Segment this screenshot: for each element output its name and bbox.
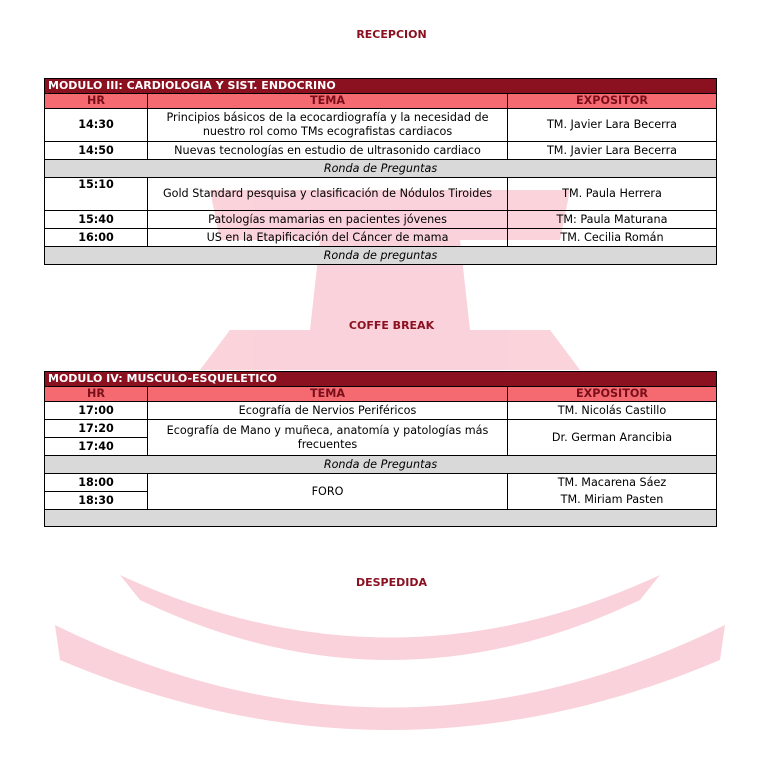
speaker-cell: TM. Macarena Sáez [508,474,717,492]
speaker-cell: TM. Javier Lara Becerra [508,109,717,142]
topic-cell: Patologías mamarias en pacientes jóvenes [148,211,508,229]
questions-row [45,247,717,265]
questions-row [45,160,717,178]
table-row [45,474,717,492]
questions-label: Ronda de Preguntas [45,160,717,178]
table-row [45,109,717,142]
table-row [45,420,717,438]
questions-label: Ronda de Preguntas [45,456,717,474]
column-header-hr: HR [45,94,148,109]
time-cell: 17:20 [45,420,148,438]
column-header-tema: TEMA [148,387,508,402]
questions-label: Ronda de preguntas [45,247,717,265]
time-cell: 18:00 [45,474,148,492]
module-4-table [44,371,717,527]
speaker-cell: Dr. German Arancibia [508,420,717,456]
time-cell: 14:50 [45,142,148,160]
column-header-tema: TEMA [148,94,508,109]
time-cell: 15:10 [45,178,148,211]
topic-cell: Ecografía de Nervios Periféricos [148,402,508,420]
module-4-title: MODULO IV: MUSCULO-ESQUELETICO [45,372,717,387]
speaker-cell: TM: Paula Maturana [508,211,717,229]
topic-cell: Ecografía de Mano y muñeca, anatomía y patologías más frecuentes [148,420,508,456]
time-cell: 17:00 [45,402,148,420]
table-row [45,142,717,160]
module-3-table [44,78,717,265]
topic-cell: Gold Standard pesquisa y clasificación de Nódulos Tiroides [148,178,508,211]
table-row [45,402,717,420]
speaker-cell: TM. Nicolás Castillo [508,402,717,420]
column-header-expositor: EXPOSITOR [508,387,717,402]
heading-reception: RECEPCION [356,28,427,41]
table-row [45,229,717,247]
time-cell: 18:30 [45,492,148,510]
topic-cell: Nuevas tecnologías en estudio de ultrasonido cardiaco [148,142,508,160]
topic-cell: Principios básicos de la ecocardiografía y la necesidad de nuestro rol como TMs ecografistas cardiacos [148,109,508,142]
time-cell: 14:30 [45,109,148,142]
questions-row [45,456,717,474]
speaker-cell: TM. Cecilia Román [508,229,717,247]
blank-row [45,510,717,527]
column-header-hr: HR [45,387,148,402]
table-row [45,178,717,211]
speaker-cell: TM. Paula Herrera [508,178,717,211]
time-cell: 16:00 [45,229,148,247]
topic-cell: US en la Etapificación del Cáncer de mama [148,229,508,247]
speaker-cell: TM. Miriam Pasten [508,492,717,510]
module-3-title: MODULO III: CARDIOLOGIA Y SIST. ENDOCRINO [45,79,717,94]
heading-farewell: DESPEDIDA [355,576,427,589]
time-cell: 15:40 [45,211,148,229]
time-cell: 17:40 [45,438,148,456]
column-header-expositor: EXPOSITOR [508,94,717,109]
topic-cell: FORO [148,474,508,510]
speaker-cell: TM. Javier Lara Becerra [508,142,717,160]
blank-cell [45,510,717,527]
table-row [45,211,717,229]
heading-coffee-break: COFFE BREAK [348,319,435,332]
